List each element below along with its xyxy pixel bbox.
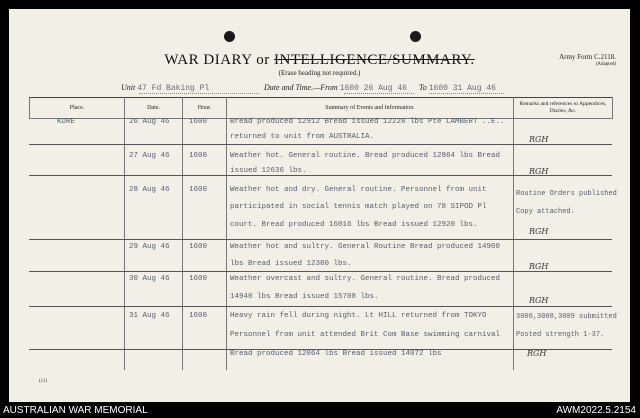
initials-signature: RGH bbox=[529, 135, 549, 144]
remarks-line: Copy attached. bbox=[516, 208, 575, 216]
erase-note: (Erase heading not required.) bbox=[278, 69, 361, 77]
remarks-line: 3006,3008,3009 submitted bbox=[516, 313, 617, 321]
date-cell: 30 Aug 46 bbox=[129, 275, 170, 283]
summary-line: Weather hot and dry. General routine. Personnel from unit bbox=[230, 186, 487, 194]
date-cell: 27 Aug 46 bbox=[129, 152, 170, 160]
initials-signature: RGH bbox=[529, 262, 549, 271]
hour-cell: 1600 bbox=[189, 312, 208, 320]
from-value: 1600 26 Aug 46 bbox=[339, 84, 407, 93]
col-place: Place. bbox=[30, 98, 125, 119]
col-hour: Hour. bbox=[183, 98, 227, 119]
page-title: WAR DIARY or INTELLIGENCE/SUMMARY. bbox=[164, 52, 475, 68]
place-cell: KURE bbox=[57, 118, 76, 126]
initials-signature: RGH bbox=[529, 296, 549, 305]
summary-line: court. Bread produced 16016 lbs Bread issued 12920 lbs. bbox=[230, 221, 478, 229]
hour-cell: 1600 bbox=[189, 152, 208, 160]
date-cell: 28 Aug 46 bbox=[129, 186, 170, 194]
hour-cell: 1600 bbox=[189, 275, 208, 283]
summary-line: 14940 lbs Bread issued 15708 lbs. bbox=[230, 293, 379, 301]
to-value: 1600 31 Aug 46 bbox=[428, 84, 496, 93]
summary-line: Weather hot and sultry. General Routine Bread produced 14900 bbox=[230, 243, 501, 251]
summary-line: Heavy rain fell during night. Lt HILL returned from TOKYO bbox=[230, 312, 487, 320]
col-date: Date. bbox=[125, 98, 183, 119]
date-cell: 29 Aug 46 bbox=[129, 243, 170, 251]
remarks-line: Posted strength 1-37. bbox=[516, 331, 605, 339]
initials-signature: RGH bbox=[527, 349, 547, 358]
diary-page bbox=[9, 9, 630, 402]
col-remarks: Remarks and references to Appendices, Diaries, &c. bbox=[514, 98, 613, 119]
summary-line: Bread produced 12064 lbs Bread issued 14072 lbs bbox=[230, 350, 442, 358]
form-footnote: (11) bbox=[39, 379, 48, 384]
summary-line: Weather hot. General routine. Bread produced 12864 lbs Bread bbox=[230, 152, 501, 160]
initials-signature: RGH bbox=[529, 227, 549, 236]
col-summary: Summary of Events and Information. bbox=[227, 98, 514, 119]
unit-label: Unit 47 Fd Baking Pl bbox=[121, 83, 210, 93]
remarks-line: Routine Orders published bbox=[516, 190, 617, 198]
army-form-label: Army Form C.2118. (Adapted) bbox=[559, 53, 616, 67]
archive-reference: AWM2022.5.2154 bbox=[556, 405, 636, 416]
archive-caption: AUSTRALIAN WAR MEMORIAL bbox=[3, 405, 148, 416]
to-label: To 1600 31 Aug 46 bbox=[419, 83, 496, 93]
summary-line: Bread produced 12912 Bread issued 12228 lbs Pte LAMBERT ..E.. bbox=[230, 118, 505, 126]
hour-cell: 1600 bbox=[189, 243, 208, 251]
summary-line: Personnel from unit attended Brit Com Base swimming carnival bbox=[230, 331, 501, 339]
punch-hole bbox=[410, 31, 421, 42]
diary-table-header bbox=[29, 97, 613, 119]
hour-cell: 1600 bbox=[189, 118, 208, 126]
punch-hole bbox=[224, 31, 235, 42]
summary-line: Weather overcast and sultry. General routine. Bread produced bbox=[230, 275, 501, 283]
initials-signature: RGH bbox=[529, 167, 549, 176]
summary-line: issued 12636 lbs. bbox=[230, 167, 307, 175]
unit-value: 47 Fd Baking Pl bbox=[137, 84, 210, 93]
date-cell: 26 Aug 46 bbox=[129, 118, 170, 126]
summary-line: returned to unit from AUSTRALIA. bbox=[230, 133, 375, 141]
summary-line: lbs Bread issued 12380 lbs. bbox=[230, 260, 352, 268]
hour-cell: 1600 bbox=[189, 186, 208, 194]
summary-line: participated in social tennis match played on 78 SIPOD Pl bbox=[230, 203, 487, 211]
date-time-label: Date and Time.—From 1600 26 Aug 46 bbox=[264, 83, 407, 93]
date-cell: 31 Aug 46 bbox=[129, 312, 170, 320]
